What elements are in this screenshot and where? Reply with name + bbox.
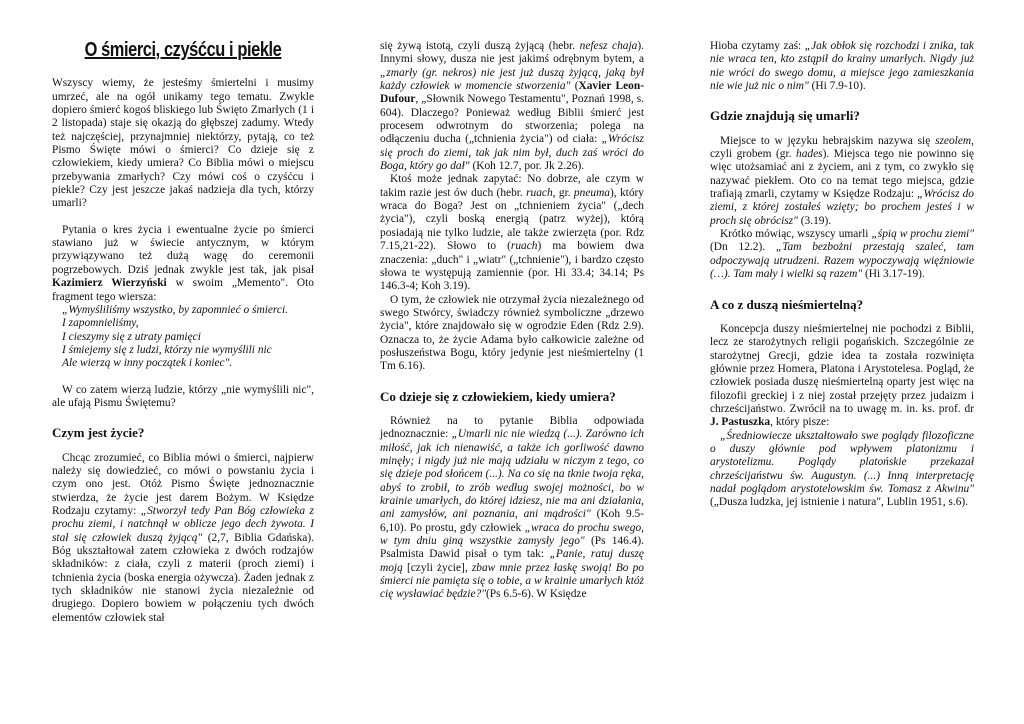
column-3 [710,40,974,510]
paragraph: W co zatem wierzą ludzie, którzy „nie wymyślili nic", ale ufają Pismu Świętemu? [52,383,314,409]
paragraph: Chcąc zrozumieć, co Biblia mówi o śmierci, najpierw należy się dowiedzieć, co mówi o powstaniu życia i czym ono jest. Otóż Pismo Święte jednoznacznie stwierdza, że życie jest darem Bożym. W Księdze Rodzaju czytamy: „Stworzył tedy Pan Bóg człowieka z prochu ziemi, i natchnął w oblicze jego dech żywota. I stał się człowiek duszą żyjącą" (2,7, Biblia Gdańska). Bóg ukształtował zatem człowieka z dwóch rodzajów składników: z ciała, czyli z materii (proch ziemi) i tchnienia życia (boska energia ożywcza). Żaden jednak z tych składników nie stanowi życia niezależnie od drugiego. Dopiero bowiem w połączeniu tych dwóch elementów człowiek stał [52,451,314,624]
poem-line: Ale wierzą w inny początek i koniec". [62,357,233,370]
paragraph: Miejsce to w języku hebrajskim nazywa się szeolem, czyli grobem (gr. hades). Miejsca tego nie powinno się więc utożsamiać ani z życiem, ani z tym, co zwykło się nazywać piekłem. Oto co na temat tego miejsca, gdzie trafiają zmarli, czytamy w Księdze Rodzaju: „Wrócisz do ziemi, z której zostałeś wzięty; bo prochem jesteś i w proch się obrócisz" (3.19). [710,134,974,227]
poem-quote [52,304,314,371]
paragraph: Wszyscy wiemy, że jesteśmy śmiertelni i musimy umrzeć, ale na ogół unikamy tego tematu. Zwykle dopiero śmierć kogoś bliskiego lub Święto Zmarłych (1 i 2 listopada) staje się okazją do głębszej zadumy. Wtedy też najczęściej, przynajmniej niektórzy, pytają, co też Pismo Święte mówi o śmierci? Co dzieje się z człowiekiem, kiedy umiera? Co Biblia mówi o miejscu przebywania zmarłych? Czy mówi coś o czyśćcu i piekle? Czy jest jeszcze jakaś nadzieja dla tych, którzy umarli? [52,77,314,210]
paragraph: O tym, że człowiek nie otrzymał życia niezależnego od swego Stwórcy, świadczy również symboliczne „drzewo życia", które znajdowało się w ogrodzie Eden (Rdz 2.9). Oznacza to, że życie Adama było całkowicie zależne od posłuszeństwa Bogu, który jedynie jest nieśmiertelny (1 Tm 6.16). [380,293,644,373]
paragraph: Hioba czytamy zaś: „Jak obłok się rozchodzi i znika, tak nie wraca ten, kto zstąpił do krainy umarłych. Nigdy już nie wróci do swego domu, a miejsce jego zamieszkania nie wie już nic o nim" (Hi 7.9-10). [710,40,974,93]
paragraph: Również na to pytanie Biblia odpowiada jednoznacznie: „Umarli nic nie wiedzą (...). Zarówno ich miłość, jak ich nienawiść, a także ich gorliwość dawno minęły; i nigdy już nie mają udziału w niczym z tego, co się dzieje pod słońcem (...). Na co się na tknie twoja ręka, abyś to zrobił, to zrób według swojej możności, bo w krainie umarłych, do której idziesz, nie ma ani działania, ani zamysłów, ani poznania, ani mądrości" (Koh 9.5-6,10). Po prostu, gdy człowiek „wraca do prochu swego, w tym dniu giną wszystkie zamysły jego" (Ps 146.4). Psalmista Dawid pisał o tym tak: „Panie, ratuj duszę moją [czyli życie], zbaw mnie przez łaskę swoją! Bo po śmierci nie pamięta się o tobie, a w krainie umarłych któż cię wysławiać będzie?"(Ps 6.5-6). W Księdze [380,414,645,601]
poem-line: I zapomnieliśmy, [62,317,139,330]
section-heading: Czym jest życie? [52,425,145,441]
poem-line: I cieszymy się z utraty pamięci [62,330,201,343]
paragraph: Pytania o kres życia i ewentualne życie po śmierci stawiano już w świecie antycznym, w którym przywiązywano też dużą wagę do ceremonii pogrzebowych. Dziś jednak zwykle jest tak, jak pisał Kazimierz Wierzyński w swoim „Memento". Oto fragment tego wiersza: [52,223,314,303]
section-heading: Co dzieje się z człowiekiem, kiedy umiera? [380,388,616,404]
paragraph: Koncepcja duszy nieśmiertelnej nie pochodzi z Biblii, lecz ze starożytnych religii pogańskich. Szczególnie ze starożytnej Grecji, gdzie idea ta została rozwinięta głównie przez Homera, Platona i Arystotelesa. Pogląd, że człowiek posiada duszę nieśmiertelną oparty jest więc na filozofii greckiej i z niej został przejęty przez judaizm i chrześcijaństwo. Zwrócił na to uwagę m. in. ks. prof. dr J. Pastuszka, który pisze: [710,322,974,429]
page-title: O śmierci, czyśćcu i piekle [84,39,282,61]
paragraph: Ktoś może jednak zapytać: No dobrze, ale czym w takim razie jest ów duch (hebr. ruach, gr. pneuma), który wraca do Boga? Jest on „tchnieniem życia" („dech życia"), czyli boską energią (patrz wyżej), którą posiadają nie tylko ludzie, ale także zwierzęta (por. Rdz 7.15,21-22). Słowo to (ruach) ma bowiem dwa znaczenia: „duch" i „wiatr" („tchnienie"), i bardzo często słowa te występują zamiennie (por. Hi 33.4; 34.14; Ps 146.3-4; Koh 3.19). [380,173,644,293]
paragraph: się żywą istotą, czyli duszą żyjącą (hebr. nefesz chaja). Innymi słowy, dusza nie jest jakimś odrębnym bytem, a „zmarły (gr. nekros) nie jest już duszą żyjącą, jaką był każdy człowiek w momencie stworzenia" (Xavier Leon-Dufour, „Słownik Nowego Testamentu", Poznań 1998, s. 604). Dlaczego? Ponieważ według Biblii śmierć jest procesem odwrotnym do stworzenia; polega na odłączeniu ducha („tchnienia życia") od ciała: „Wrócisz się proch do ziemi, tak jak nim był, duch zaś wróci do Boga, który go dał" (Koh 12.7, por. Jk 2.26). [380,40,644,173]
paragraph: „Średniowiecze ukształtowało swe poglądy filozoficzne o duszy głównie pod wpływem platonizmu i arystotelizmu. Poglądy platońskie przekazał chrześcijaństwu św. Augustyn. (...) Inną interpretację nadał poglądom arystotelowskim św. Tomasz z Akwinu" („Dusza ludzka, jej istnienie i natura", Lublin 1951, s.6). [710,429,974,509]
section-heading: Gdzie znajdują się umarli? [710,108,860,124]
poem-line: „Wymyśliliśmy wszystko, by zapomnieć o śmierci. [62,303,288,316]
column-1 [52,40,314,625]
section-heading: A co z duszą nieśmiertelną? [710,296,864,312]
poem-line: I śmiejemy się z ludzi, którzy nie wymyślili nic [62,343,272,356]
column-2 [380,40,644,602]
paragraph: Krótko mówiąc, wszyscy umarli „śpią w prochu ziemi" (Dn 12.2). „Tam bezbożni przestają szaleć, tam odpoczywają utrudzeni. Razem wypoczywają więźniowie (…). Tam mały i wielki są razem" (Hi 3.17-19). [710,228,975,281]
